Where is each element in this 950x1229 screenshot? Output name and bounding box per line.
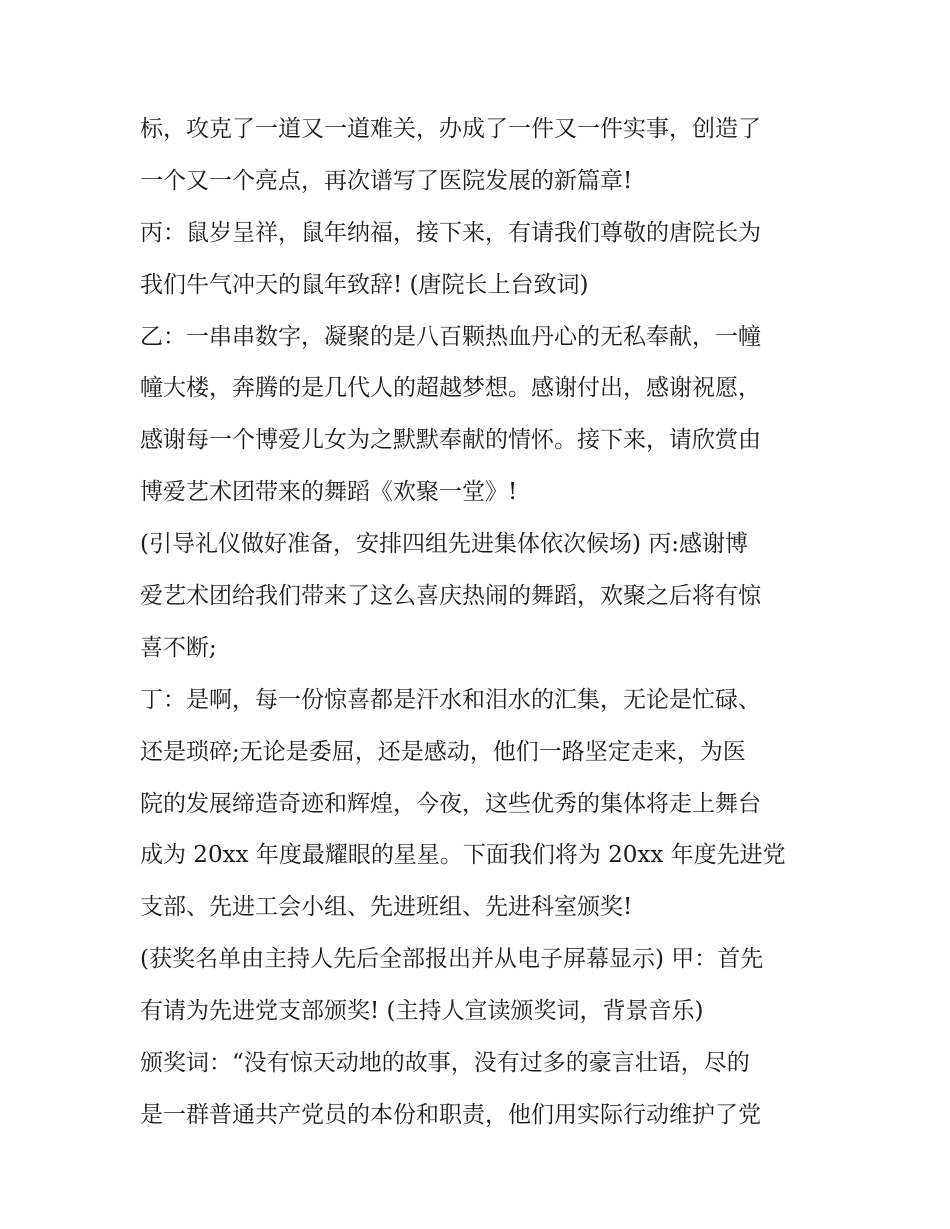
text-line: 乙：一串串数字，凝聚的是八百颗热血丹心的无私奉献，一幢	[140, 323, 761, 350]
text-line: 成为 20xx 年度最耀眼的星星。下面我们将为 20xx 年度先进党	[140, 842, 786, 869]
text-line: 标，攻克了一道又一道难关，办成了一件又一件实事，创造了	[140, 116, 761, 142]
text-line: 我们牛气冲天的鼠年致辞! (唐院长上台致词)	[140, 271, 589, 298]
text-line: (获奖名单由主持人先后全部报出并从电子屏幕显示) 甲：首先	[140, 946, 764, 973]
text-line: 颁奖词：“没有惊天动地的故事，没有过多的豪言壮语，尽的	[140, 1050, 750, 1077]
text-line: 幢大楼，奔腾的是几代人的超越梦想。感谢付出，感谢祝愿，	[140, 375, 761, 402]
text-line: 是一群普通共产党员的本份和职责，他们用实际行动维护了党	[140, 1101, 761, 1128]
body-text	[140, 104, 820, 1142]
text-line: 丙：鼠岁呈祥，鼠年纳福，接下来，有请我们尊敬的唐院长为	[140, 219, 761, 246]
text-line: 喜不断;	[140, 634, 217, 661]
text-line: 一个又一个亮点，再次谱写了医院发展的新篇章!	[140, 167, 633, 194]
text-line: 还是琐碎;无论是委屈，还是感动，他们一路坚定走来，为医	[140, 738, 746, 765]
text-line: 支部、先进工会小组、先进班组、先进科室颁奖!	[140, 894, 633, 921]
text-line: 博爱艺术团带来的舞蹈《欢聚一堂》!	[140, 479, 518, 506]
text-line: 丁：是啊，每一份惊喜都是汗水和泪水的汇集，无论是忙碌、	[140, 686, 761, 713]
text-line: 感谢每一个博爱儿女为之默默奉献的情怀。接下来，请欣赏由	[140, 427, 761, 454]
text-line: 有请为先进党支部颁奖! (主持人宣读颁奖词，背景音乐)	[140, 998, 704, 1025]
text-line: 院的发展缔造奇迹和辉煌，今夜，这些优秀的集体将走上舞台	[140, 790, 761, 817]
text-line: 爱艺术团给我们带来了这么喜庆热闹的舞蹈，欢聚之后将有惊	[140, 583, 761, 610]
text-line: (引导礼仪做好准备，安排四组先进集体依次候场) 丙:感谢博	[140, 531, 749, 558]
